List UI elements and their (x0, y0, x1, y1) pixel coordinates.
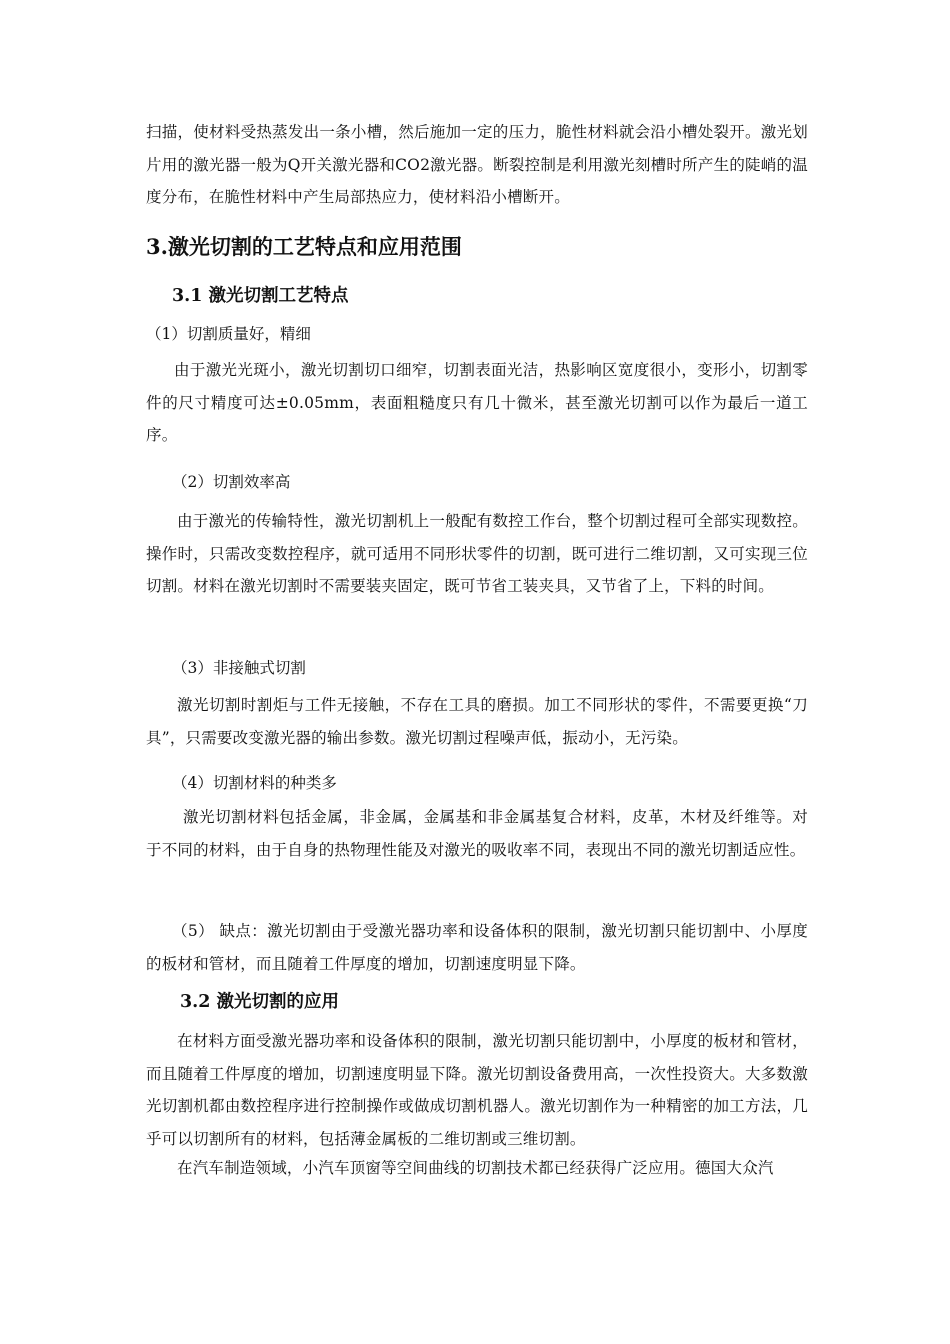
section-heading-3: 3.激光切割的工艺特点和应用范围 (146, 234, 462, 259)
application-paragraph-2: 在汽车制造领域，小汽车顶窗等空间曲线的切割技术都已经获得广泛应用。德国大众汽 (177, 1159, 774, 1177)
application-paragraph-1: 在材料方面受激光器功率和设备体积的限制，激光切割只能切割中，小厚度的板材和管材，而且随着工件厚度的增加，切割速度明显下降。激光切割设备费用高，一次性投资大。大多数激光切割机都由数控程序进行控制操作或做成切割机器人。激光切割作为一种精密的加工方法，几乎可以切割所有的材料，包括薄金属板的二维切割或三维切割。 (146, 1032, 808, 1148)
item-3-body: 激光切割时割炬与工件无接触，不存在工具的磨损。加工不同形状的零件，不需要更换“刀具”，只需要改变激光器的输出参数。激光切割过程噪声低，振动小，无污染。 (146, 696, 808, 747)
item-2-body: 由于激光的传输特性，激光切割机上一般配有数控工作台，整个切割过程可全部实现数控。操作时，只需改变数控程序，就可适用不同形状零件的切割，既可进行二维切割，又可实现三位切割。材料在激光切割时不需要装夹固定，既可节省工装夹具，又节省了上，下料的时间。 (146, 512, 808, 595)
subsection-heading-3-1: 3.1 激光切割工艺特点 (172, 286, 349, 306)
item-3-title: （3）非接触式切割 (172, 659, 306, 677)
item-4-body: 激光切割材料包括金属，非金属，金属基和非金属基复合材料，皮革，木材及纤维等。对于不同的材料，由于自身的热物理性能及对激光的吸收率不同，表现出不同的激光切割适应性。 (146, 808, 808, 859)
item-5-body: （5） 缺点：激光切割由于受激光器功率和设备体积的限制，激光切割只能切割中、小厚度的板材和管材，而且随着工件厚度的增加，切割速度明显下降。 (146, 922, 808, 973)
item-4-title: （4）切割材料的种类多 (172, 774, 337, 792)
subsection-heading-3-2: 3.2 激光切割的应用 (180, 992, 340, 1012)
item-1-title: （1）切割质量好，精细 (146, 325, 311, 343)
item-2-title: （2）切割效率高 (172, 473, 291, 491)
item-1-body: 由于激光光斑小，激光切割切口细窄，切割表面光洁，热影响区宽度很小，变形小，切割零件的尺寸精度可达±0.05mm，表面粗糙度只有几十微米，甚至激光切割可以作为最后一道工序。 (146, 361, 808, 444)
intro-paragraph: 扫描，使材料受热蒸发出一条小槽，然后施加一定的压力，脆性材料就会沿小槽处裂开。激光划片用的激光器一般为Q开关激光器和CO2激光器。断裂控制是利用激光刻槽时所产生的陡峭的温度分布，在脆性材料中产生局部热应力，使材料沿小槽断开。 (146, 123, 808, 206)
